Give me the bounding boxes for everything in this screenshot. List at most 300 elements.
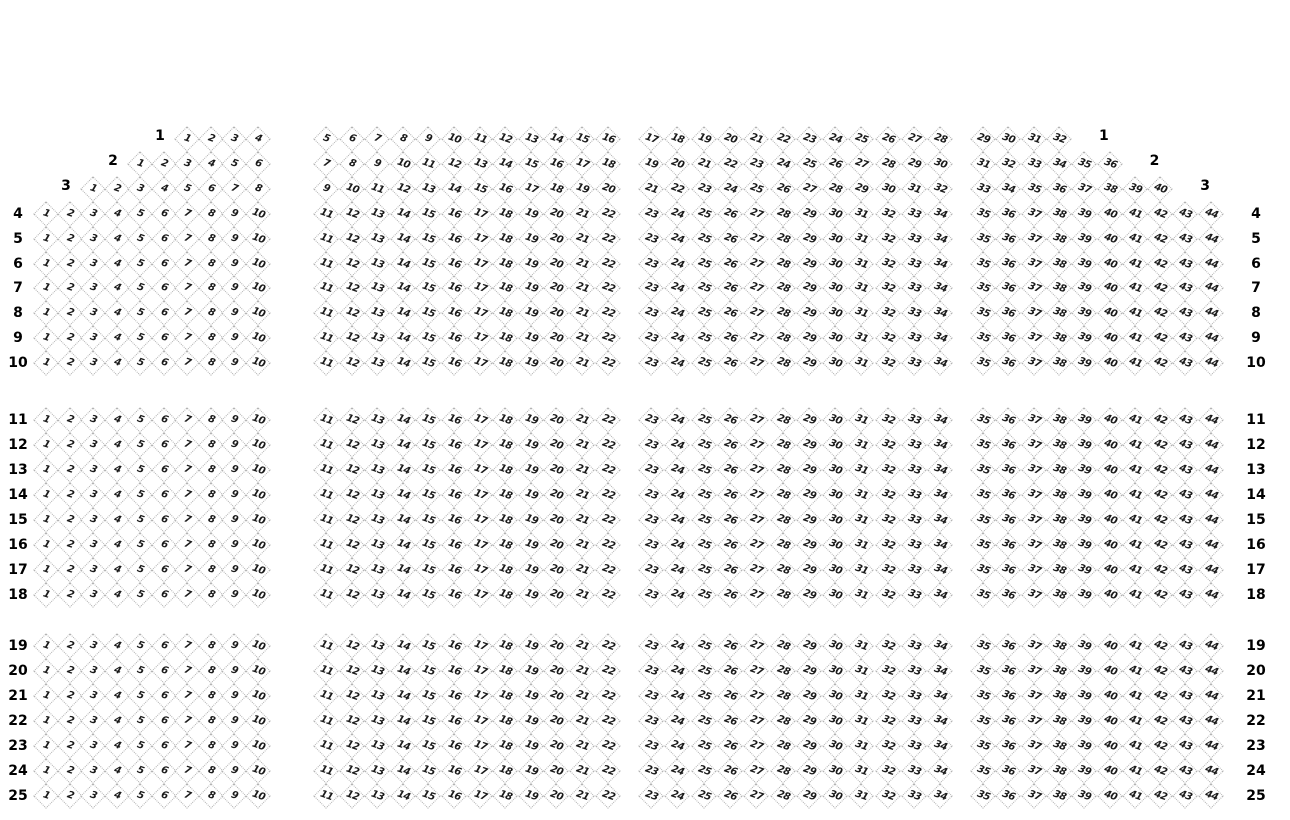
seat[interactable] [1071, 251, 1096, 276]
seat[interactable] [441, 507, 466, 532]
seat[interactable] [492, 432, 517, 457]
seat[interactable] [57, 226, 82, 251]
seat[interactable] [665, 783, 690, 808]
seat[interactable] [1147, 201, 1172, 226]
seat[interactable] [928, 532, 953, 557]
seat[interactable] [638, 733, 663, 758]
seat[interactable] [569, 301, 594, 326]
seat[interactable] [441, 407, 466, 432]
seat[interactable] [544, 658, 569, 683]
seat[interactable] [57, 432, 82, 457]
seat[interactable] [174, 457, 199, 482]
seat[interactable] [1173, 783, 1198, 808]
seat[interactable] [1021, 151, 1046, 176]
seat[interactable] [1173, 733, 1198, 758]
seat[interactable] [57, 251, 82, 276]
seat[interactable] [717, 350, 742, 375]
seat[interactable] [127, 507, 152, 532]
seat[interactable] [104, 301, 129, 326]
seat[interactable] [1147, 783, 1172, 808]
seat[interactable] [849, 407, 874, 432]
seat[interactable] [544, 633, 569, 658]
seat[interactable] [928, 301, 953, 326]
seat[interactable] [996, 176, 1021, 201]
seat[interactable] [390, 482, 415, 507]
seat[interactable] [441, 201, 466, 226]
seat[interactable] [492, 350, 517, 375]
seat[interactable] [245, 201, 270, 226]
seat[interactable] [822, 251, 847, 276]
seat[interactable] [33, 325, 58, 350]
seat[interactable] [221, 126, 246, 151]
seat[interactable] [518, 557, 543, 582]
seat[interactable] [875, 633, 900, 658]
seat[interactable] [770, 350, 795, 375]
seat[interactable] [875, 126, 900, 151]
seat[interactable] [1021, 507, 1046, 532]
seat[interactable] [1046, 708, 1071, 733]
seat[interactable] [80, 432, 105, 457]
seat[interactable] [339, 557, 364, 582]
seat[interactable] [467, 276, 492, 301]
seat[interactable] [198, 432, 223, 457]
seat[interactable] [492, 633, 517, 658]
seat[interactable] [104, 276, 129, 301]
seat[interactable] [416, 633, 441, 658]
seat[interactable] [313, 407, 338, 432]
seat[interactable] [638, 407, 663, 432]
seat[interactable] [928, 683, 953, 708]
seat[interactable] [717, 432, 742, 457]
seat[interactable] [665, 708, 690, 733]
seat[interactable] [849, 683, 874, 708]
seat[interactable] [743, 126, 768, 151]
seat[interactable] [1071, 708, 1096, 733]
seat[interactable] [796, 582, 821, 607]
seat[interactable] [441, 251, 466, 276]
seat[interactable] [1122, 276, 1147, 301]
seat[interactable] [313, 582, 338, 607]
seat[interactable] [1071, 557, 1096, 582]
seat[interactable] [743, 432, 768, 457]
seat[interactable] [416, 251, 441, 276]
seat[interactable] [1071, 457, 1096, 482]
seat[interactable] [221, 226, 246, 251]
seat[interactable] [467, 582, 492, 607]
seat[interactable] [174, 758, 199, 783]
seat[interactable] [875, 507, 900, 532]
seat[interactable] [198, 482, 223, 507]
seat[interactable] [441, 276, 466, 301]
seat[interactable] [770, 251, 795, 276]
seat[interactable] [221, 783, 246, 808]
seat[interactable] [1147, 350, 1172, 375]
seat[interactable] [1147, 176, 1172, 201]
seat[interactable] [245, 151, 270, 176]
seat[interactable] [822, 325, 847, 350]
seat[interactable] [717, 226, 742, 251]
seat[interactable] [390, 126, 415, 151]
seat[interactable] [770, 276, 795, 301]
seat[interactable] [796, 708, 821, 733]
seat[interactable] [1147, 226, 1172, 251]
seat[interactable] [518, 432, 543, 457]
seat[interactable] [467, 783, 492, 808]
seat[interactable] [221, 708, 246, 733]
seat[interactable] [390, 201, 415, 226]
seat[interactable] [796, 126, 821, 151]
seat[interactable] [1071, 407, 1096, 432]
seat[interactable] [569, 658, 594, 683]
seat[interactable] [1173, 226, 1198, 251]
seat[interactable] [416, 407, 441, 432]
seat[interactable] [717, 683, 742, 708]
seat[interactable] [198, 251, 223, 276]
seat[interactable] [339, 325, 364, 350]
seat[interactable] [901, 557, 926, 582]
seat[interactable] [691, 633, 716, 658]
seat[interactable] [691, 325, 716, 350]
seat[interactable] [80, 708, 105, 733]
seat[interactable] [569, 226, 594, 251]
seat[interactable] [595, 557, 620, 582]
seat[interactable] [339, 507, 364, 532]
seat[interactable] [33, 482, 58, 507]
seat[interactable] [1046, 151, 1071, 176]
seat[interactable] [364, 557, 389, 582]
seat[interactable] [1021, 432, 1046, 457]
seat[interactable] [80, 582, 105, 607]
seat[interactable] [849, 783, 874, 808]
seat[interactable] [595, 126, 620, 151]
seat[interactable] [996, 226, 1021, 251]
seat[interactable] [928, 482, 953, 507]
seat[interactable] [1173, 507, 1198, 532]
seat[interactable] [1147, 683, 1172, 708]
seat[interactable] [313, 176, 338, 201]
seat[interactable] [1122, 633, 1147, 658]
seat[interactable] [691, 432, 716, 457]
seat[interactable] [717, 176, 742, 201]
seat[interactable] [467, 733, 492, 758]
seat[interactable] [198, 582, 223, 607]
seat[interactable] [595, 633, 620, 658]
seat[interactable] [364, 251, 389, 276]
seat[interactable] [1021, 350, 1046, 375]
seat[interactable] [57, 783, 82, 808]
seat[interactable] [1046, 658, 1071, 683]
seat[interactable] [822, 708, 847, 733]
seat[interactable] [245, 457, 270, 482]
seat[interactable] [364, 432, 389, 457]
seat[interactable] [1122, 325, 1147, 350]
seat[interactable] [875, 557, 900, 582]
seat[interactable] [1147, 251, 1172, 276]
seat[interactable] [691, 457, 716, 482]
seat[interactable] [151, 633, 176, 658]
seat[interactable] [151, 457, 176, 482]
seat[interactable] [901, 532, 926, 557]
seat[interactable] [796, 226, 821, 251]
seat[interactable] [1173, 582, 1198, 607]
seat[interactable] [80, 633, 105, 658]
seat[interactable] [691, 532, 716, 557]
seat[interactable] [245, 276, 270, 301]
seat[interactable] [467, 532, 492, 557]
seat[interactable] [313, 482, 338, 507]
seat[interactable] [57, 407, 82, 432]
seat[interactable] [339, 582, 364, 607]
seat[interactable] [57, 482, 82, 507]
seat[interactable] [822, 201, 847, 226]
seat[interactable] [849, 201, 874, 226]
seat[interactable] [1071, 301, 1096, 326]
seat[interactable] [221, 276, 246, 301]
seat[interactable] [717, 582, 742, 607]
seat[interactable] [1097, 658, 1122, 683]
seat[interactable] [57, 457, 82, 482]
seat[interactable] [770, 683, 795, 708]
seat[interactable] [198, 350, 223, 375]
seat[interactable] [638, 507, 663, 532]
seat[interactable] [221, 251, 246, 276]
seat[interactable] [390, 783, 415, 808]
seat[interactable] [127, 457, 152, 482]
seat[interactable] [364, 733, 389, 758]
seat[interactable] [1071, 226, 1096, 251]
seat[interactable] [104, 482, 129, 507]
seat[interactable] [492, 151, 517, 176]
seat[interactable] [691, 350, 716, 375]
seat[interactable] [1046, 176, 1071, 201]
seat[interactable] [569, 126, 594, 151]
seat[interactable] [313, 633, 338, 658]
seat[interactable] [518, 251, 543, 276]
seat[interactable] [416, 126, 441, 151]
seat[interactable] [569, 557, 594, 582]
seat[interactable] [996, 783, 1021, 808]
seat[interactable] [901, 176, 926, 201]
seat[interactable] [544, 126, 569, 151]
seat[interactable] [221, 176, 246, 201]
seat[interactable] [1071, 350, 1096, 375]
seat[interactable] [638, 201, 663, 226]
seat[interactable] [151, 226, 176, 251]
seat[interactable] [57, 301, 82, 326]
seat[interactable] [849, 126, 874, 151]
seat[interactable] [1046, 301, 1071, 326]
seat[interactable] [1122, 201, 1147, 226]
seat[interactable] [875, 251, 900, 276]
seat[interactable] [416, 457, 441, 482]
seat[interactable] [875, 457, 900, 482]
seat[interactable] [691, 507, 716, 532]
seat[interactable] [665, 151, 690, 176]
seat[interactable] [313, 201, 338, 226]
seat[interactable] [198, 457, 223, 482]
seat[interactable] [441, 557, 466, 582]
seat[interactable] [245, 301, 270, 326]
seat[interactable] [875, 201, 900, 226]
seat[interactable] [665, 633, 690, 658]
seat[interactable] [518, 582, 543, 607]
seat[interactable] [1046, 251, 1071, 276]
seat[interactable] [339, 226, 364, 251]
seat[interactable] [1198, 457, 1223, 482]
seat[interactable] [901, 708, 926, 733]
seat[interactable] [127, 582, 152, 607]
seat[interactable] [151, 176, 176, 201]
seat[interactable] [1097, 733, 1122, 758]
seat[interactable] [441, 482, 466, 507]
seat[interactable] [743, 708, 768, 733]
seat[interactable] [467, 126, 492, 151]
seat[interactable] [544, 176, 569, 201]
seat[interactable] [970, 350, 995, 375]
seat[interactable] [638, 532, 663, 557]
seat[interactable] [928, 633, 953, 658]
seat[interactable] [245, 733, 270, 758]
seat[interactable] [151, 407, 176, 432]
seat[interactable] [770, 126, 795, 151]
seat[interactable] [717, 126, 742, 151]
seat[interactable] [1046, 350, 1071, 375]
seat[interactable] [743, 407, 768, 432]
seat[interactable] [127, 482, 152, 507]
seat[interactable] [875, 683, 900, 708]
seat[interactable] [849, 708, 874, 733]
seat[interactable] [849, 582, 874, 607]
seat[interactable] [104, 457, 129, 482]
seat[interactable] [1198, 482, 1223, 507]
seat[interactable] [441, 783, 466, 808]
seat[interactable] [1122, 658, 1147, 683]
seat[interactable] [1097, 532, 1122, 557]
seat[interactable] [467, 557, 492, 582]
seat[interactable] [822, 683, 847, 708]
seat[interactable] [569, 251, 594, 276]
seat[interactable] [245, 658, 270, 683]
seat[interactable] [970, 532, 995, 557]
seat[interactable] [717, 557, 742, 582]
seat[interactable] [1198, 708, 1223, 733]
seat[interactable] [104, 683, 129, 708]
seat[interactable] [1046, 507, 1071, 532]
seat[interactable] [313, 457, 338, 482]
seat[interactable] [390, 151, 415, 176]
seat[interactable] [691, 407, 716, 432]
seat[interactable] [151, 276, 176, 301]
seat[interactable] [1122, 432, 1147, 457]
seat[interactable] [1021, 658, 1046, 683]
seat[interactable] [1021, 582, 1046, 607]
seat[interactable] [127, 251, 152, 276]
seat[interactable] [33, 201, 58, 226]
seat[interactable] [33, 276, 58, 301]
seat[interactable] [1147, 432, 1172, 457]
seat[interactable] [198, 176, 223, 201]
seat[interactable] [1173, 557, 1198, 582]
seat[interactable] [569, 276, 594, 301]
seat[interactable] [569, 151, 594, 176]
seat[interactable] [416, 557, 441, 582]
seat[interactable] [875, 482, 900, 507]
seat[interactable] [770, 325, 795, 350]
seat[interactable] [595, 532, 620, 557]
seat[interactable] [595, 758, 620, 783]
seat[interactable] [996, 201, 1021, 226]
seat[interactable] [104, 507, 129, 532]
seat[interactable] [1122, 350, 1147, 375]
seat[interactable] [390, 276, 415, 301]
seat[interactable] [1097, 350, 1122, 375]
seat[interactable] [441, 733, 466, 758]
seat[interactable] [638, 176, 663, 201]
seat[interactable] [1198, 733, 1223, 758]
seat[interactable] [928, 457, 953, 482]
seat[interactable] [339, 201, 364, 226]
seat[interactable] [492, 482, 517, 507]
seat[interactable] [691, 708, 716, 733]
seat[interactable] [743, 301, 768, 326]
seat[interactable] [901, 633, 926, 658]
seat[interactable] [1046, 226, 1071, 251]
seat[interactable] [313, 783, 338, 808]
seat[interactable] [33, 457, 58, 482]
seat[interactable] [492, 507, 517, 532]
seat[interactable] [849, 151, 874, 176]
seat[interactable] [339, 683, 364, 708]
seat[interactable] [80, 482, 105, 507]
seat[interactable] [544, 301, 569, 326]
seat[interactable] [416, 582, 441, 607]
seat[interactable] [57, 683, 82, 708]
seat[interactable] [875, 325, 900, 350]
seat[interactable] [901, 582, 926, 607]
seat[interactable] [717, 708, 742, 733]
seat[interactable] [822, 350, 847, 375]
seat[interactable] [518, 683, 543, 708]
seat[interactable] [743, 633, 768, 658]
seat[interactable] [996, 582, 1021, 607]
seat[interactable] [595, 507, 620, 532]
seat[interactable] [595, 432, 620, 457]
seat[interactable] [901, 407, 926, 432]
seat[interactable] [822, 783, 847, 808]
seat[interactable] [665, 276, 690, 301]
seat[interactable] [717, 783, 742, 808]
seat[interactable] [1198, 582, 1223, 607]
seat[interactable] [127, 201, 152, 226]
seat[interactable] [127, 325, 152, 350]
seat[interactable] [492, 532, 517, 557]
seat[interactable] [198, 201, 223, 226]
seat[interactable] [57, 350, 82, 375]
seat[interactable] [127, 151, 152, 176]
seat[interactable] [198, 325, 223, 350]
seat[interactable] [1046, 758, 1071, 783]
seat[interactable] [492, 708, 517, 733]
seat[interactable] [33, 708, 58, 733]
seat[interactable] [770, 201, 795, 226]
seat[interactable] [104, 783, 129, 808]
seat[interactable] [569, 325, 594, 350]
seat[interactable] [901, 350, 926, 375]
seat[interactable] [416, 276, 441, 301]
seat[interactable] [717, 482, 742, 507]
seat[interactable] [796, 301, 821, 326]
seat[interactable] [743, 482, 768, 507]
